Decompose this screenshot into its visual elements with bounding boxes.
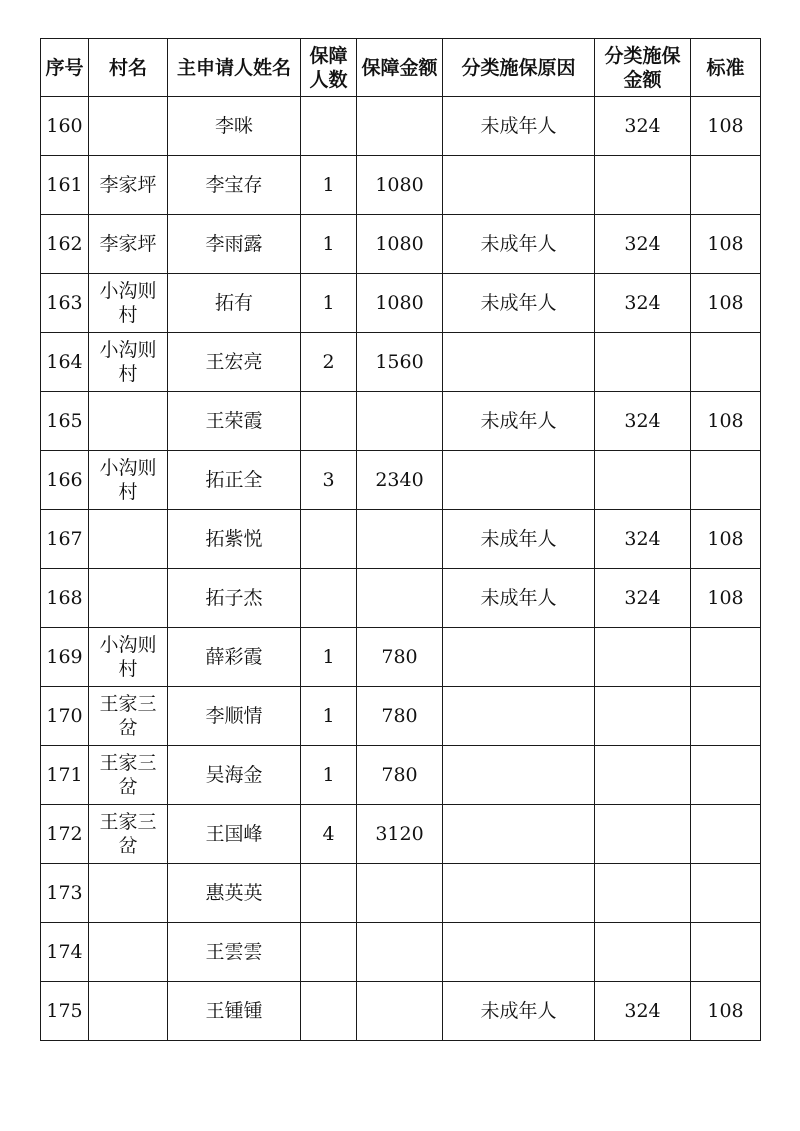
cell-count xyxy=(301,569,357,628)
table-row xyxy=(41,746,761,805)
cell-count: 1 xyxy=(301,156,357,215)
cell-class-amount: 324 xyxy=(595,392,691,451)
header-index: 序号 xyxy=(41,39,89,97)
cell-applicant: 李雨露 xyxy=(168,215,301,274)
cell-reason xyxy=(443,805,595,864)
cell-index: 175 xyxy=(41,982,89,1041)
cell-reason: 未成年人 xyxy=(443,392,595,451)
cell-applicant: 薛彩霞 xyxy=(168,628,301,687)
cell-applicant: 王雲雲 xyxy=(168,923,301,982)
cell-class-amount: 324 xyxy=(595,982,691,1041)
cell-index: 166 xyxy=(41,451,89,510)
header-count: 保障人数 xyxy=(301,39,357,97)
cell-class-amount xyxy=(595,156,691,215)
cell-applicant: 拓有 xyxy=(168,274,301,333)
cell-count: 1 xyxy=(301,274,357,333)
cell-applicant: 拓紫悦 xyxy=(168,510,301,569)
cell-standard: 108 xyxy=(691,510,761,569)
cell-count: 1 xyxy=(301,687,357,746)
cell-amount: 1080 xyxy=(357,156,443,215)
cell-class-amount xyxy=(595,628,691,687)
cell-applicant: 李顺情 xyxy=(168,687,301,746)
cell-reason xyxy=(443,451,595,510)
cell-index: 170 xyxy=(41,687,89,746)
cell-reason: 未成年人 xyxy=(443,274,595,333)
cell-village: 小沟则村 xyxy=(89,274,168,333)
cell-class-amount: 324 xyxy=(595,569,691,628)
cell-amount: 1080 xyxy=(357,215,443,274)
cell-class-amount xyxy=(595,451,691,510)
header-applicant: 主申请人姓名 xyxy=(168,39,301,97)
header-reason: 分类施保原因 xyxy=(443,39,595,97)
cell-applicant: 王荣霞 xyxy=(168,392,301,451)
table-row xyxy=(41,274,761,333)
header-standard: 标准 xyxy=(691,39,761,97)
cell-count xyxy=(301,864,357,923)
cell-reason xyxy=(443,156,595,215)
cell-standard xyxy=(691,864,761,923)
header-village: 村名 xyxy=(89,39,168,97)
cell-reason: 未成年人 xyxy=(443,510,595,569)
cell-village: 王家三岔 xyxy=(89,805,168,864)
cell-standard xyxy=(691,746,761,805)
cell-count: 3 xyxy=(301,451,357,510)
cell-count xyxy=(301,97,357,156)
cell-count: 1 xyxy=(301,215,357,274)
cell-applicant: 惠英英 xyxy=(168,864,301,923)
cell-amount xyxy=(357,392,443,451)
cell-index: 164 xyxy=(41,333,89,392)
cell-index: 163 xyxy=(41,274,89,333)
cell-reason: 未成年人 xyxy=(443,215,595,274)
cell-applicant: 王宏亮 xyxy=(168,333,301,392)
cell-reason xyxy=(443,746,595,805)
cell-standard xyxy=(691,687,761,746)
table-row xyxy=(41,687,761,746)
cell-standard xyxy=(691,923,761,982)
cell-reason: 未成年人 xyxy=(443,569,595,628)
table-row xyxy=(41,156,761,215)
cell-count: 1 xyxy=(301,746,357,805)
cell-count: 4 xyxy=(301,805,357,864)
cell-applicant: 吴海金 xyxy=(168,746,301,805)
cell-standard: 108 xyxy=(691,392,761,451)
cell-index: 165 xyxy=(41,392,89,451)
cell-applicant: 王国峰 xyxy=(168,805,301,864)
table-row xyxy=(41,392,761,451)
cell-village xyxy=(89,982,168,1041)
cell-village: 小沟则村 xyxy=(89,451,168,510)
table-row xyxy=(41,215,761,274)
cell-standard xyxy=(691,805,761,864)
cell-class-amount xyxy=(595,333,691,392)
cell-reason xyxy=(443,923,595,982)
cell-standard: 108 xyxy=(691,215,761,274)
cell-count xyxy=(301,923,357,982)
cell-index: 162 xyxy=(41,215,89,274)
cell-standard xyxy=(691,451,761,510)
cell-amount: 780 xyxy=(357,746,443,805)
cell-amount: 780 xyxy=(357,628,443,687)
cell-amount xyxy=(357,569,443,628)
cell-amount: 1560 xyxy=(357,333,443,392)
cell-village: 李家坪 xyxy=(89,215,168,274)
table-row xyxy=(41,628,761,687)
cell-standard xyxy=(691,333,761,392)
cell-amount xyxy=(357,510,443,569)
table-row xyxy=(41,864,761,923)
cell-village: 小沟则村 xyxy=(89,628,168,687)
cell-standard: 108 xyxy=(691,97,761,156)
cell-amount: 780 xyxy=(357,687,443,746)
table-row xyxy=(41,982,761,1041)
cell-amount xyxy=(357,864,443,923)
cell-amount: 1080 xyxy=(357,274,443,333)
cell-applicant: 李宝存 xyxy=(168,156,301,215)
cell-applicant: 拓子杰 xyxy=(168,569,301,628)
cell-count xyxy=(301,982,357,1041)
cell-standard xyxy=(691,628,761,687)
header-amount: 保障金额 xyxy=(357,39,443,97)
cell-index: 160 xyxy=(41,97,89,156)
cell-class-amount xyxy=(595,746,691,805)
cell-index: 174 xyxy=(41,923,89,982)
cell-index: 173 xyxy=(41,864,89,923)
table-row xyxy=(41,805,761,864)
cell-count: 1 xyxy=(301,628,357,687)
cell-index: 169 xyxy=(41,628,89,687)
cell-amount xyxy=(357,97,443,156)
assistance-table xyxy=(40,38,761,1041)
cell-count xyxy=(301,510,357,569)
table-row xyxy=(41,569,761,628)
cell-village xyxy=(89,864,168,923)
cell-standard: 108 xyxy=(691,982,761,1041)
cell-standard: 108 xyxy=(691,569,761,628)
cell-village: 小沟则村 xyxy=(89,333,168,392)
table-row xyxy=(41,333,761,392)
cell-class-amount xyxy=(595,687,691,746)
cell-class-amount xyxy=(595,923,691,982)
cell-index: 171 xyxy=(41,746,89,805)
cell-class-amount: 324 xyxy=(595,97,691,156)
cell-count xyxy=(301,392,357,451)
table-row xyxy=(41,451,761,510)
cell-reason xyxy=(443,628,595,687)
cell-amount xyxy=(357,982,443,1041)
header-class-amount: 分类施保金额 xyxy=(595,39,691,97)
cell-reason: 未成年人 xyxy=(443,982,595,1041)
cell-reason xyxy=(443,333,595,392)
cell-village xyxy=(89,392,168,451)
cell-applicant: 李咪 xyxy=(168,97,301,156)
cell-class-amount xyxy=(595,864,691,923)
cell-village xyxy=(89,569,168,628)
cell-amount xyxy=(357,923,443,982)
cell-index: 167 xyxy=(41,510,89,569)
cell-index: 172 xyxy=(41,805,89,864)
table-row xyxy=(41,510,761,569)
cell-class-amount: 324 xyxy=(595,510,691,569)
table-row xyxy=(41,923,761,982)
cell-village: 王家三岔 xyxy=(89,746,168,805)
cell-village xyxy=(89,510,168,569)
cell-amount: 3120 xyxy=(357,805,443,864)
header-row xyxy=(41,39,761,97)
cell-village: 王家三岔 xyxy=(89,687,168,746)
cell-applicant: 拓正全 xyxy=(168,451,301,510)
cell-applicant: 王锺锺 xyxy=(168,982,301,1041)
cell-village: 李家坪 xyxy=(89,156,168,215)
cell-count: 2 xyxy=(301,333,357,392)
table-row xyxy=(41,97,761,156)
cell-reason xyxy=(443,687,595,746)
cell-class-amount: 324 xyxy=(595,215,691,274)
cell-village xyxy=(89,97,168,156)
cell-standard xyxy=(691,156,761,215)
cell-class-amount xyxy=(595,805,691,864)
table-body xyxy=(41,97,761,1041)
cell-index: 168 xyxy=(41,569,89,628)
cell-class-amount: 324 xyxy=(595,274,691,333)
cell-village xyxy=(89,923,168,982)
cell-index: 161 xyxy=(41,156,89,215)
cell-standard: 108 xyxy=(691,274,761,333)
cell-reason: 未成年人 xyxy=(443,97,595,156)
cell-reason xyxy=(443,864,595,923)
cell-amount: 2340 xyxy=(357,451,443,510)
